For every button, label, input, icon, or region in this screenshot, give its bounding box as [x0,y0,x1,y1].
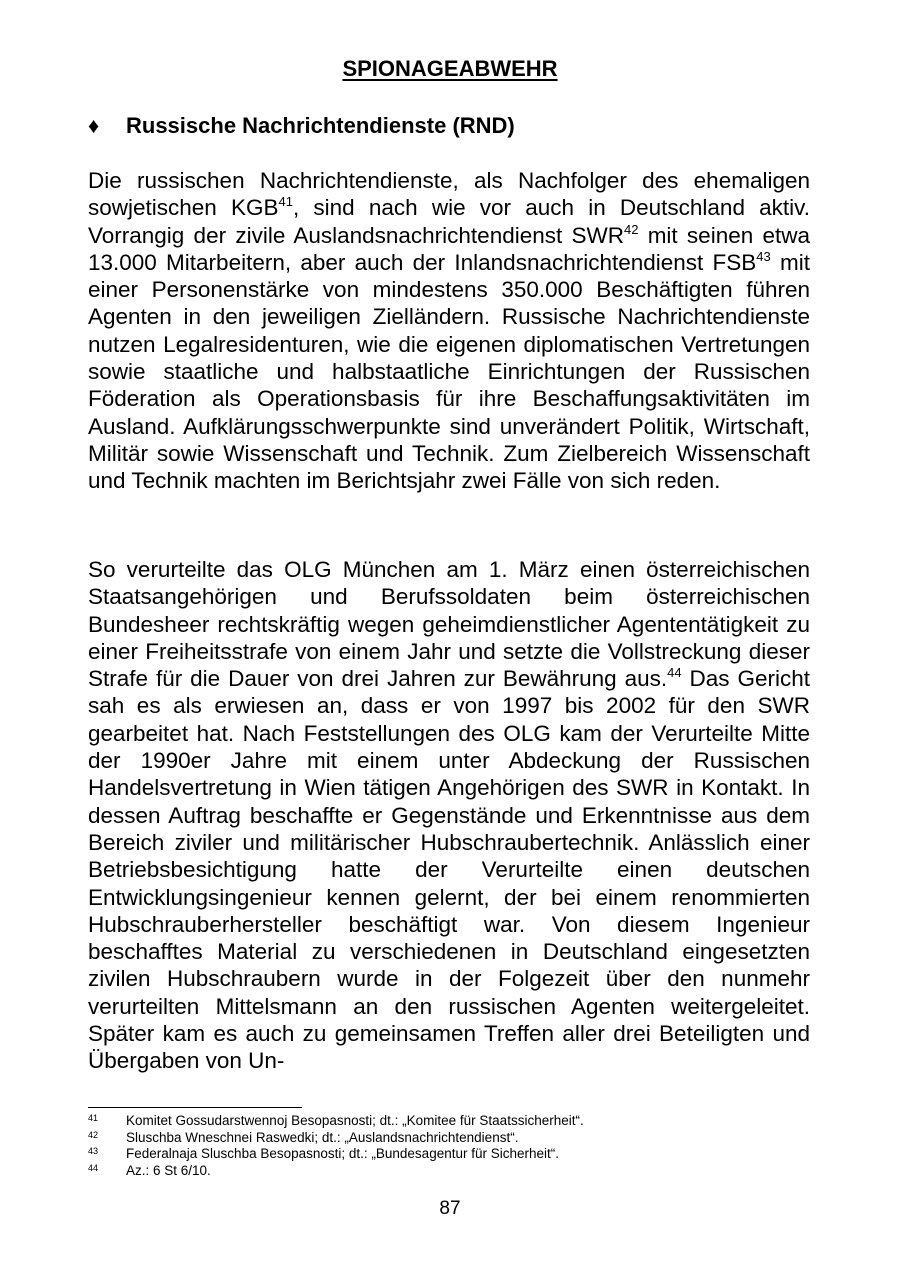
paragraph-text: mit seinen etwa 13.000 Mitarbeitern, aber auch der Inlandsnachrichtendienst FSB [88,222,810,275]
page-number: 87 [439,1198,461,1219]
paragraph-text: mit einer Personenstärke von mindestens 350.000 Beschäftigten führen Agenten in den jeweiligen Zielländern. Russische Nachrichtendienste nutzen Legalresidenturen, wie die eigenen diplomatischen Vertretungen sowie staatliche und halbstaatliche Einrichtungen der Russischen Föderation als Operationsbasis für ihre Beschaffungsaktivitäten im Ausland. Aufklärungsschwerpunkte sind unverändert Politik, Wirtschaft, Militär sowie Wissenschaft und Technik. Zum Zielbereich Wissenschaft und Technik machten im Berichtsjahr zwei Fälle von sich reden. [88,249,810,494]
section-title: SPIONAGEABWEHR [342,56,558,81]
footnote-item [88,1130,810,1147]
footnote-item [88,1113,810,1130]
paragraph-text: Die russischen Nachrichtendienste, als Nachfolger des ehemaligen sowjetischen KGB [88,168,810,221]
footnote-ref-42[interactable]: 42 [623,221,639,237]
footnote-item [88,1146,810,1163]
footnote-ref-41[interactable]: 41 [278,194,293,210]
footnote-text: Komitet Gossudarstwennoj Besopasnosti; dt.: „Komitee für Staatssicherheit“. [126,1113,584,1128]
paragraph-text: , sind nach wie vor auch in Deutschland aktiv. Vorrangig der zivile Auslandsnachrichtendienst SWR [88,195,810,248]
footnote-number: 43 [88,1146,99,1156]
footnote-number: 42 [88,1129,99,1140]
footnote-item [88,1163,810,1180]
footnote-text: Az.: 6 St 6/10. [126,1162,211,1178]
footnote-ref-43[interactable]: 43 [756,248,771,264]
paragraph-case [88,556,810,1075]
footnote-number: 44 [88,1162,99,1173]
footnote-number: 41 [88,1113,99,1123]
paragraph-text: Das Gericht sah es als erwiesen an, dass er von 1997 bis 2002 für den SWR gearbeitet hat. Nach Feststellungen des OLG kam der Verurteilte Mitte der 1990er Jahre mit einem unter Abdeckung der Russischen Handelsvertretung in Wien tätigen Angehörigen des SWR in Kontakt. In dessen Auftrag beschaffte er Gegenstände und Erkenntnisse aus dem Bereich ziviler und militärischer Hubschraubertechnik. Anlässlich einer Betriebsbesichtigung hatte der Verurteilte einen deutschen Entwicklungsingenieur kennen gelernt, der bei einem renommierten Hubschrauberhersteller beschäftigt war. Von diesem Ingenieur beschafftes Material zu verschiedenen in Deutschland eingesetzten zivilen Hubschraubern wurde in der Folgezeit über den nunmehr verurteilten Mittelsmann an den russischen Agenten weitergeleitet. Später kam es auch zu gemeinsamen Treffen aller drei Beteiligten und Übergaben von Un- [88,666,810,1074]
paragraph-text: So verurteilte das OLG München am 1. März einen österreichischen Staatsangehörigen und Berufssoldaten beim österreichischen Bundesheer rechtskräftig wegen geheimdienstlicher Agententätigkeit zu einer Freiheitsstrafe von einem Jahr und setzte die Vollstreckung dieser Strafe für die Dauer von drei Jahren zur Bewährung aus. [88,557,810,692]
sub-heading [88,113,515,139]
footnote-text: Sluschba Wneschnei Raswedki; dt.: „Auslandsnachrichtendienst“. [126,1129,519,1145]
footnotes-list [88,1113,810,1179]
sub-heading-text: Russische Nachrichtendienste (RND) [126,113,515,138]
paragraph-intro [88,167,810,495]
diamond-bullet-icon: ♦ [88,113,100,138]
footnote-ref-44[interactable]: 44 [667,665,682,681]
footnote-text: Federalnaja Sluschba Besopasnosti; dt.: „Bundesagentur für Sicherheit“. [126,1146,560,1161]
footnote-separator [88,1107,302,1108]
